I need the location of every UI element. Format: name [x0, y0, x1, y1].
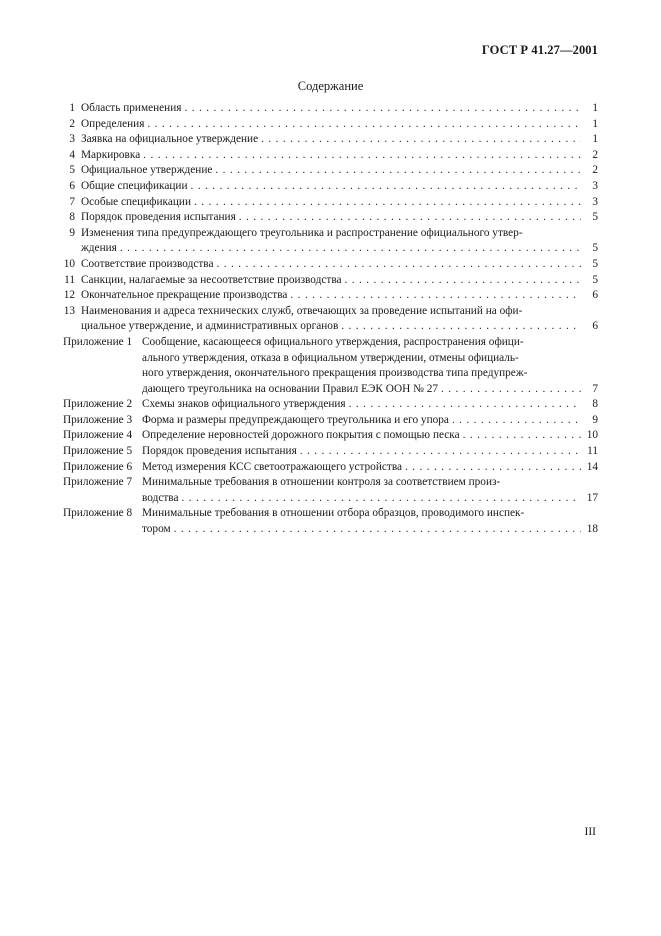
dot-leader [181, 491, 581, 507]
toc-appendix-entry [62, 460, 598, 476]
toc-entry-title: Порядок проведения испытания [81, 211, 236, 224]
toc-entry-title: Форма и размеры предупреждающего треугольника и его упора [142, 413, 449, 426]
toc-page-number: 1 [592, 117, 598, 130]
toc-entry-title: водства [142, 491, 179, 504]
toc-entry-title: Определения [81, 117, 145, 130]
dot-leader [184, 101, 581, 117]
dot-leader [341, 319, 581, 335]
toc-section-number: 12 [63, 289, 75, 302]
toc-section-entry [62, 179, 598, 195]
toc-entry-title: ждения [81, 242, 117, 255]
toc-appendix-label: Приложение 2 [63, 398, 133, 411]
toc-appendix-label: Приложение 4 [63, 429, 133, 442]
toc-section-number: 11 [64, 273, 75, 286]
toc-page-number: 1 [592, 133, 598, 146]
dot-leader [147, 117, 581, 133]
toc-appendix-entry [62, 335, 598, 397]
toc-entry-title-line: Минимальные требования в отношении отбора образцов, проводимого инспек- [142, 507, 525, 520]
toc-section-number: 7 [69, 195, 75, 208]
dot-leader [349, 397, 581, 413]
toc-entry-title: Определение неровностей дорожного покрытия с помощью песка [142, 429, 460, 442]
toc-entry-title: Метод измерения КСС светоотражающего устройства [142, 460, 403, 473]
toc-entry-title: Общие спецификации [81, 179, 188, 192]
toc-appendix-entry [62, 444, 598, 460]
toc-section-number: 8 [69, 211, 75, 224]
toc-section-entry [62, 148, 598, 164]
dot-leader [143, 148, 581, 164]
toc-section-number: 6 [69, 179, 75, 192]
toc-page-number: 10 [586, 429, 598, 442]
table-of-contents [62, 101, 598, 538]
dot-leader [405, 460, 581, 476]
toc-section-entry [62, 101, 598, 117]
toc-entry-title: Заявка на официальное утверждение [81, 133, 259, 146]
dot-leader [174, 522, 581, 538]
toc-page-number: 5 [592, 242, 598, 255]
toc-entry-title: Санкции, налагаемые за несоответствие производства [81, 273, 342, 286]
toc-appendix-label: Приложение 3 [63, 413, 133, 426]
toc-section-entry [62, 304, 598, 335]
toc-section-entry [62, 257, 598, 273]
toc-page-number: 6 [592, 320, 598, 333]
toc-page-number: 1 [592, 102, 598, 114]
dot-leader [191, 179, 582, 195]
toc-section-number: 3 [69, 133, 75, 146]
toc-page-number: 5 [592, 257, 598, 270]
toc-page-number: 5 [592, 211, 598, 224]
toc-page-number: 11 [587, 445, 598, 458]
toc-entry-title-line: Наименования и адреса технических служб, отвечающих за проведение испытаний на офи- [81, 304, 523, 317]
toc-entry-title-line: ального утверждения, отказа в официальном утверждении, отмены официаль- [142, 351, 519, 364]
dot-leader [441, 382, 581, 398]
dot-leader [452, 413, 581, 429]
toc-section-entry [62, 195, 598, 211]
toc-section-entry [62, 117, 598, 133]
toc-entry-title: дающего треугольника на основании Правил ЕЭК ООН № 27 [142, 382, 438, 395]
toc-appendix-label: Приложение 5 [63, 445, 133, 458]
toc-page-number: 5 [592, 273, 598, 286]
dot-leader [120, 241, 581, 257]
toc-page-number: 9 [592, 413, 598, 426]
toc-appendix-entry [62, 397, 598, 413]
toc-section-entry [62, 163, 598, 179]
toc-page-number: 8 [592, 398, 598, 411]
dot-leader [463, 428, 581, 444]
toc-entry-title: Соответствие производства [81, 257, 214, 270]
toc-appendix-label: Приложение 6 [63, 460, 133, 473]
toc-section-number: 2 [69, 117, 75, 130]
toc-entry-title: Маркировка [81, 148, 141, 161]
dot-leader [239, 210, 581, 226]
toc-entry-title: Официальное утверждение [81, 164, 213, 177]
dot-leader [215, 163, 581, 179]
toc-entry-title-line: Сообщение, касающееся официального утверждения, распространения офици- [142, 335, 524, 348]
toc-entry-title-line: Изменения типа предупреждающего треугольника и распространение официального утвер- [81, 226, 523, 239]
toc-appendix-label: Приложение 7 [63, 476, 133, 489]
toc-section-entry [62, 273, 598, 289]
toc-page-number: 14 [586, 460, 598, 473]
toc-section-entry [62, 132, 598, 148]
dot-leader [300, 444, 581, 460]
toc-entry-title: циальное утверждение, и административных органов [81, 320, 339, 333]
toc-section-entry [62, 288, 598, 304]
toc-appendix-label: Приложение 1 [63, 335, 133, 348]
dot-leader [290, 288, 581, 304]
toc-section-number: 10 [63, 257, 75, 270]
toc-entry-title: тором [142, 523, 171, 536]
toc-appendix-label: Приложение 8 [63, 507, 133, 520]
toc-section-number: 1 [69, 102, 75, 114]
toc-section-number: 9 [69, 226, 75, 239]
toc-page-number: 18 [586, 523, 598, 536]
toc-appendix-entry [62, 428, 598, 444]
toc-page-number: 17 [586, 491, 598, 504]
toc-appendix-entry [62, 475, 598, 506]
toc-appendix-entry [62, 506, 598, 537]
toc-entry-title: Порядок проведения испытания [142, 445, 297, 458]
toc-entry-title-line: Минимальные требования в отношении контроля за соответствием произ- [142, 476, 501, 489]
toc-entry-title: Окончательное прекращение производства [81, 289, 288, 302]
toc-entry-title-line: ного утверждения, окончательного прекращения производства типа предупреж- [142, 367, 528, 380]
toc-entry-title: Схемы знаков официального утверждения [142, 398, 346, 411]
toc-title: Содержание [297, 79, 364, 93]
toc-section-number: 5 [69, 164, 75, 177]
dot-leader [345, 273, 581, 289]
page-number: III [584, 826, 596, 838]
toc-page-number: 3 [592, 195, 598, 208]
dot-leader [261, 132, 581, 148]
toc-page-number: 2 [592, 164, 598, 177]
toc-section-number: 13 [63, 304, 75, 317]
dot-leader [194, 195, 581, 211]
standard-code: ГОСТ Р 41.27—2001 [481, 43, 598, 57]
toc-section-entry [62, 210, 598, 226]
toc-entry-title: Область применения [81, 102, 182, 114]
toc-page-number: 6 [592, 289, 598, 302]
toc-page-number: 3 [592, 179, 598, 192]
dot-leader [216, 257, 581, 273]
toc-entry-title: Особые спецификации [81, 195, 191, 208]
toc-section-number: 4 [69, 148, 75, 161]
toc-appendix-entry [62, 413, 598, 429]
toc-page-number: 2 [592, 148, 598, 161]
toc-section-entry [62, 226, 598, 257]
toc-page-number: 7 [592, 382, 598, 395]
